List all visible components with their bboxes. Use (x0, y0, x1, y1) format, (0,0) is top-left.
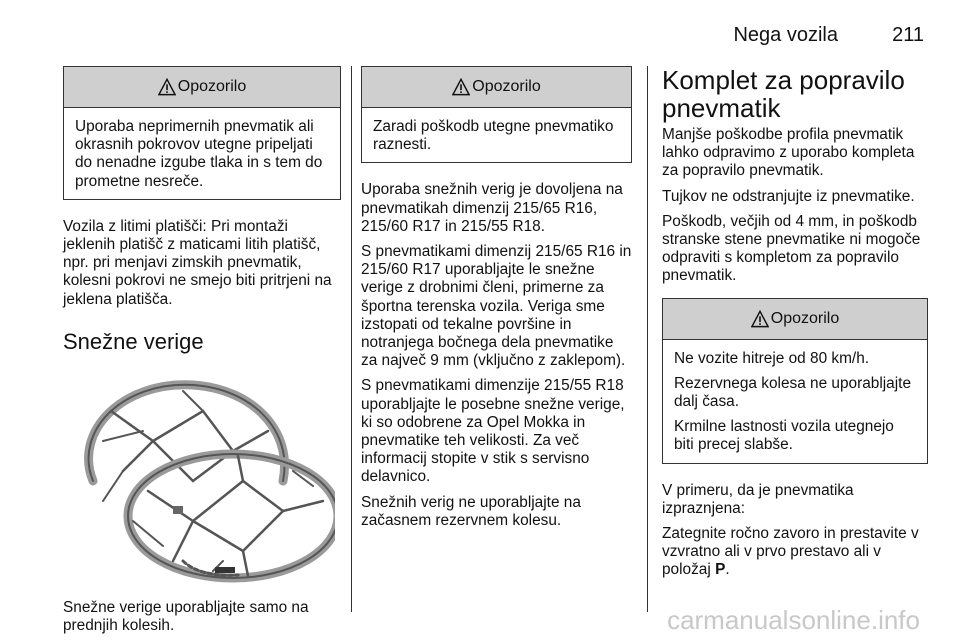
warning-text: Rezervnega kolesa ne uporabljajte dalj časa. (674, 374, 911, 411)
paragraph: Manjše poškodbe profila pnevmatik lahko odpravimo z uporabo kompleta za popravilo pnevmatik. (662, 126, 915, 180)
paragraph: S pnevmatikami dimenzij 215/65 R16 in 215/60 R17 uporabljajte le snežne verige z drobnimi členi, primerne za športna terenska vozila. Veriga sme izstopati od tekalne površine in notranjega bočnega dela pnevmatike za največ 9 mm (vključno z zaklepom). (361, 243, 632, 370)
watermark: carmanualsonline.info (667, 605, 920, 635)
warning-title: Opozorilo (770, 309, 840, 327)
paragraph: Snežnih verig ne uporabljajte na začasnem rezervnem kolesu. (361, 493, 581, 529)
warning-text: Zaradi poškodb utegne pnevmatiko raznesti. (373, 118, 614, 154)
paragraph: S pnevmatikami dimenzije 215/55 R18 uporabljajte le posebne snežne verige, ki so odobrene za Opel Mokka in pnevmatike teh velikosti. Za več informacij stopite v stik s servisno delavnico. (361, 377, 625, 486)
warning-triangle-icon (158, 78, 176, 96)
warning-title: Opozorilo (472, 78, 541, 95)
paragraph: Poškodb, večjih od 4 mm, in poškodb stranske stene pnevmatike ni mogoče odpraviti s kompletom za popravilo pnevmatik. (662, 212, 921, 285)
warning-triangle-icon (452, 78, 470, 96)
warning-header (362, 67, 631, 108)
paragraph-text: Zategnite ročno zavoro in prestavite v vzvratno ali v prvo prestavo ali v položaj (662, 525, 919, 579)
warning-box (63, 66, 341, 200)
section-heading: Snežne verige (63, 328, 204, 354)
page-header (0, 24, 924, 52)
warning-text: Krmilne lastnosti vozila utegnejo biti precej slabše. (674, 418, 894, 454)
warning-text: Ne vozite hitreje od 80 km/h. (674, 349, 870, 367)
paragraph-end: . (725, 561, 730, 579)
paragraph: Uporaba snežnih verig je dovoljena na pnevmatikah dimenzij 215/65 R16, 215/60 R17 in 215/55 R18. (361, 181, 623, 235)
paragraph: V primeru, da je pnevmatika izpraznjena: (662, 481, 854, 517)
warning-title: Opozorilo (177, 78, 247, 95)
column-3 (662, 66, 928, 587)
column-divider (647, 66, 648, 612)
column-2 (361, 66, 632, 537)
warning-header (663, 299, 927, 340)
page-header-title: Nega vozila (733, 24, 838, 46)
column-divider (351, 66, 352, 612)
paragraph: Vozila z litimi platišči: Pri montaži jeklenih platišč z maticami litih platišč, npr. pri menjavi zimskih pnevmatik, kolesni pokrovi ne smejo biti pritrjeni na jeklena platišča. (63, 217, 332, 308)
warning-box (361, 66, 632, 163)
warning-text: Uporaba neprimernih pnevmatik ali okrasnih pokrovov utegne pripeljati do nenadne izgube tlaka in s tem do prometne nesreče. (75, 118, 323, 190)
paragraph (662, 525, 928, 580)
image-caption: Snežne verige uporabljajte samo na prednjih kolesih. (63, 598, 309, 635)
warning-header (64, 67, 340, 108)
column-1 (63, 66, 341, 642)
page-number: 211 (892, 24, 924, 46)
gear-position-label: P (715, 561, 726, 579)
paragraph: Tujkov ne odstranjujte iz pnevmatike. (662, 187, 915, 205)
section-heading: Komplet za popravilo pnevmatik (662, 65, 905, 123)
warning-triangle-icon (751, 310, 769, 328)
warning-box (662, 298, 928, 464)
snow-chains-illustration (63, 371, 335, 585)
